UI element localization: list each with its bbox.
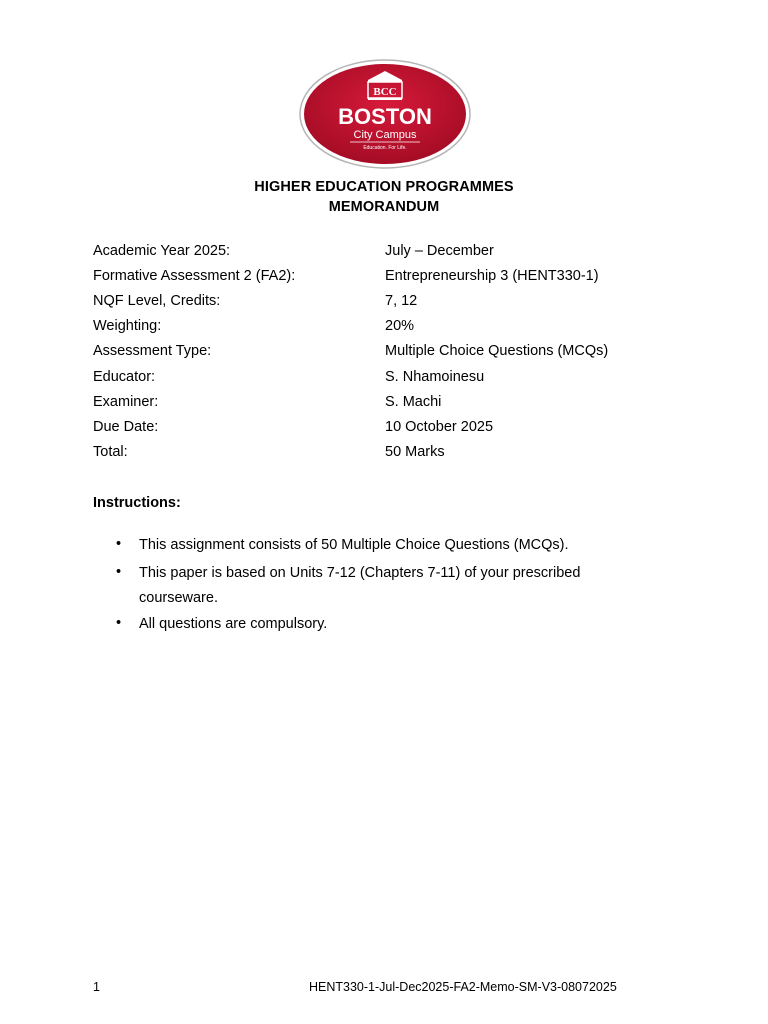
detail-value: Multiple Choice Questions (MCQs) — [385, 343, 609, 359]
detail-label: Due Date: — [93, 419, 159, 435]
bullet-icon: • — [116, 564, 122, 580]
detail-value: 20% — [385, 318, 415, 334]
instruction-text: All questions are compulsory. — [139, 616, 328, 632]
logo-emblem — [298, 58, 472, 170]
document-heading-line1: HIGHER EDUCATION PROGRAMMES — [254, 179, 514, 195]
logo-initials: BCC — [373, 86, 397, 98]
logo-subtitle: City Campus — [353, 129, 417, 141]
detail-label: Academic Year 2025: — [93, 243, 231, 259]
instruction-text: This assignment consists of 50 Multiple Choice Questions (MCQs). — [139, 537, 569, 553]
document-code: HENT330-1-Jul-Dec2025-FA2-Memo-SM-V3-08072025 — [309, 980, 617, 994]
document-heading-line2: MEMORANDUM — [328, 199, 440, 215]
detail-value: 10 October 2025 — [385, 419, 494, 435]
logo-name: BOSTON — [338, 104, 432, 129]
detail-value: Entrepreneurship 3 (HENT330-1) — [385, 268, 599, 284]
detail-row-examiner — [93, 394, 693, 414]
detail-row-educator — [93, 369, 693, 389]
detail-value: 50 Marks — [385, 444, 445, 460]
detail-label: Total: — [93, 444, 128, 460]
detail-value: July – December — [385, 243, 494, 259]
boston-city-campus-logo — [298, 58, 472, 170]
detail-row-nqf-level — [93, 293, 693, 313]
detail-row-assessment-type — [93, 343, 693, 363]
detail-label: Formative Assessment 2 (FA2): — [93, 268, 296, 284]
detail-row-weighting — [93, 318, 693, 338]
detail-value: S. Nhamoinesu — [385, 369, 485, 385]
detail-value: S. Machi — [385, 394, 442, 410]
instruction-text: This paper is based on Units 7-12 (Chapters 7-11) of your prescribed courseware. — [139, 565, 581, 606]
detail-value: 7, 12 — [385, 293, 418, 309]
detail-label: Weighting: — [93, 318, 162, 334]
logo-tagline: Education. For Life. — [363, 145, 407, 151]
detail-label: NQF Level, Credits: — [93, 293, 221, 309]
bullet-icon: • — [116, 536, 122, 552]
detail-label: Educator: — [93, 369, 156, 385]
detail-label: Assessment Type: — [93, 343, 212, 359]
detail-label: Examiner: — [93, 394, 159, 410]
page-number: 1 — [93, 980, 100, 994]
detail-row-total — [93, 444, 693, 464]
detail-row-academic-year — [93, 243, 693, 263]
detail-row-due-date — [93, 419, 693, 439]
detail-row-formative-assessment — [93, 268, 693, 288]
instructions-title: Instructions: — [93, 495, 181, 511]
bullet-icon: • — [116, 615, 122, 631]
